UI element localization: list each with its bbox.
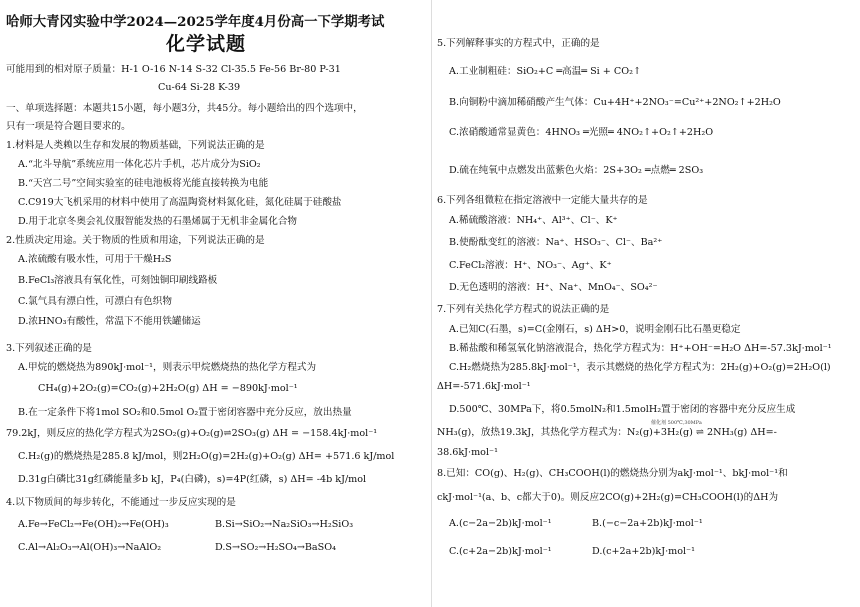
question-1-option-a: A.“北斗导航”系统应用一体化芯片手机，芯片成分为SiO₂	[18, 159, 261, 170]
question-8-option-c: C.(c+2a−2b)kJ·mol⁻¹	[449, 546, 552, 557]
question-5-option-d: D.硫在纯氧中点燃发出蓝紫色火焰：2S+3O₂ ═点燃═ 2SO₃	[449, 165, 704, 176]
question-5-stem: 5.下列解释事实的方程式中，正确的是	[437, 38, 600, 49]
question-2-stem: 2.性质决定用途。关于物质的性质和用途，下列说法正确的是	[6, 235, 265, 246]
question-7-line-5: D.500℃、30MPa下，将0.5molN₂和1.5molH₂置于密闭的容器中充分反应生成	[449, 404, 796, 415]
question-5-option-b: B.向铜粉中滴加稀硝酸产生气体：Cu+4H⁺+2NO₃⁻=Cu²⁺+2NO₂↑+2H₂O	[449, 97, 781, 108]
question-3-line-4: 79.2kJ，则反应的热化学方程式为2SO₂(g)+O₂(g)⇌2SO₃(g) ΔH = −158.4kJ·mol⁻¹	[6, 428, 378, 439]
question-7-line-7: 38.6kJ·mol⁻¹	[437, 447, 498, 458]
question-4-option-c: C.Al→Al₂O₃→Al(OH)₃→NaAlO₂	[18, 542, 162, 553]
question-1-stem: 1.材料是人类赖以生存和发展的物质基础，下列说法正确的是	[6, 140, 265, 151]
question-6-option-a: A.稀硫酸溶液：NH₄⁺、Al³⁺、Cl⁻、K⁺	[449, 215, 618, 226]
column-divider	[431, 0, 432, 607]
atomic-masses-cont: Cu-64 Si-28 K-39	[158, 82, 241, 93]
exam-title: 哈师大青冈实验中学2024—2025学年度4月份高一下学期考试	[6, 14, 385, 30]
question-2-option-a: A.浓硫酸有吸水性，可用于干燥H₂S	[18, 254, 172, 265]
question-8-stem-line-1: 8.已知：CO(g)、H₂(g)、CH₃COOH(l)的燃烧热分别为akJ·mol⁻¹、bkJ·mol⁻¹和	[437, 468, 788, 479]
question-1-option-c: C.C919大飞机采用的材料中使用了高温陶瓷材料氮化硅，氮化硅属于硅酸盐	[18, 197, 342, 208]
question-5-option-c: C.浓硝酸通常显黄色：4HNO₃ ═光照═ 4NO₂↑+O₂↑+2H₂O	[449, 127, 714, 138]
question-7-line-6: NH₃(g)，放热19.3kJ，其热化学方程式为：N₂(g)+3H₂(g) ⇌ 2NH₃(g) ΔH=-	[437, 427, 777, 438]
question-7-stem: 7.下列有关热化学方程式的说法正确的是	[437, 304, 610, 315]
question-7-line-1: A.已知C(石墨，s)=C(金刚石，s) ΔH>0，说明金刚石比石墨更稳定	[449, 324, 741, 335]
question-7-line-3: C.H₂燃烧热为285.8kJ·mol⁻¹，表示其燃烧的热化学方程式为：2H₂(g)+O₂(g)=2H₂O(l)	[449, 362, 831, 373]
section-title-cont: 只有一项是符合题目要求的。	[6, 121, 131, 132]
question-1-option-d: D.用于北京冬奥会礼仪服智能发热的石墨烯属于无机非金属化合物	[18, 216, 298, 227]
question-8-option-a: A.(c−2a−2b)kJ·mol⁻¹	[449, 518, 552, 529]
subject-title: 化学试题	[166, 33, 247, 55]
question-7-line-4: ΔH=-571.6kJ·mol⁻¹	[437, 381, 531, 392]
question-2-option-c: C.氯气具有漂白性，可漂白有色织物	[18, 296, 172, 307]
question-7-line-2: B.稀盐酸和稀氢氧化钠溶液混合，热化学方程式为：H⁺+OH⁻=H₂O ΔH=-57.3kJ·mol⁻¹	[449, 343, 832, 354]
section-title: 一、单项选择题：本题共15小题，每小题3分，共45分。每小题给出的四个选项中，	[6, 103, 363, 114]
question-2-option-b: B.FeCl₃溶液具有氧化性，可刻蚀铜印刷线路板	[18, 275, 218, 286]
question-6-stem: 6.下列各组微粒在指定溶液中一定能大量共存的是	[437, 195, 648, 206]
question-8-stem-line-2: ckJ·mol⁻¹(a、b、c都大于0)。则反应2CO(g)+2H₂(g)=CH₃COOH(l)的ΔH为	[437, 492, 779, 503]
question-4-option-a: A.Fe→FeCl₂→Fe(OH)₂→Fe(OH)₃	[18, 519, 169, 530]
question-6-option-c: C.FeCl₂溶液：H⁺、NO₃⁻、Ag⁺、K⁺	[449, 260, 612, 271]
question-4-stem: 4.以下物质间的每步转化，不能通过一步反应实现的是	[6, 497, 236, 508]
question-3-stem: 3.下列叙述正确的是	[6, 343, 92, 354]
question-6-option-d: D.无色透明的溶液：H⁺、Na⁺、MnO₄⁻、SO₄²⁻	[449, 282, 658, 293]
question-3-line-5: C.H₂(g)的燃烧热是285.8 kJ/mol，则2H₂O(g)=2H₂(g)+O₂(g) ΔH= +571.6 kJ/mol	[18, 451, 395, 462]
question-5-option-a: A.工业制粗硅：SiO₂+C ═高温═ Si + CO₂↑	[449, 66, 641, 77]
question-1-option-b: B.“天宫二号”空间实验室的硅电池板将光能直接转换为电能	[18, 178, 269, 189]
question-8-option-b: B.(−c−2a+2b)kJ·mol⁻¹	[592, 518, 703, 529]
question-3-line-2: CH₄(g)+2O₂(g)=CO₂(g)+2H₂O(g) ΔH = −890kJ·mol⁻¹	[38, 383, 298, 394]
question-6-option-b: B.使酚酞变红的溶液：Na⁺、HSO₃⁻、Cl⁻、Ba²⁺	[449, 237, 663, 248]
question-7-conditions: 催化剂 500℃,30MPa	[651, 420, 702, 426]
question-8-option-d: D.(c+2a+2b)kJ·mol⁻¹	[592, 546, 695, 557]
question-3-line-1: A.甲烷的燃烧热为890kJ·mol⁻¹，则表示甲烷燃烧热的热化学方程式为	[18, 362, 317, 373]
question-2-option-d: D.浓HNO₃有酸性，常温下不能用铁罐储运	[18, 316, 201, 327]
question-4-option-d: D.S→SO₂→H₂SO₄→BaSO₄	[215, 542, 336, 553]
question-4-option-b: B.Si→SiO₂→Na₂SiO₃→H₂SiO₃	[215, 519, 354, 530]
atomic-masses: 可能用到的相对原子质量：H-1 O-16 N-14 S-32 Cl-35.5 Fe-56 Br-80 P-31	[6, 64, 341, 75]
question-3-line-3: B.在一定条件下将1mol SO₂和0.5mol O₂置于密闭容器中充分反应，放出热量	[18, 407, 352, 418]
question-3-line-6: D.31g白磷比31g红磷能量多b kJ，P₄(白磷)，s)=4P(红磷，s) ΔH= -4b kJ/mol	[18, 474, 367, 485]
